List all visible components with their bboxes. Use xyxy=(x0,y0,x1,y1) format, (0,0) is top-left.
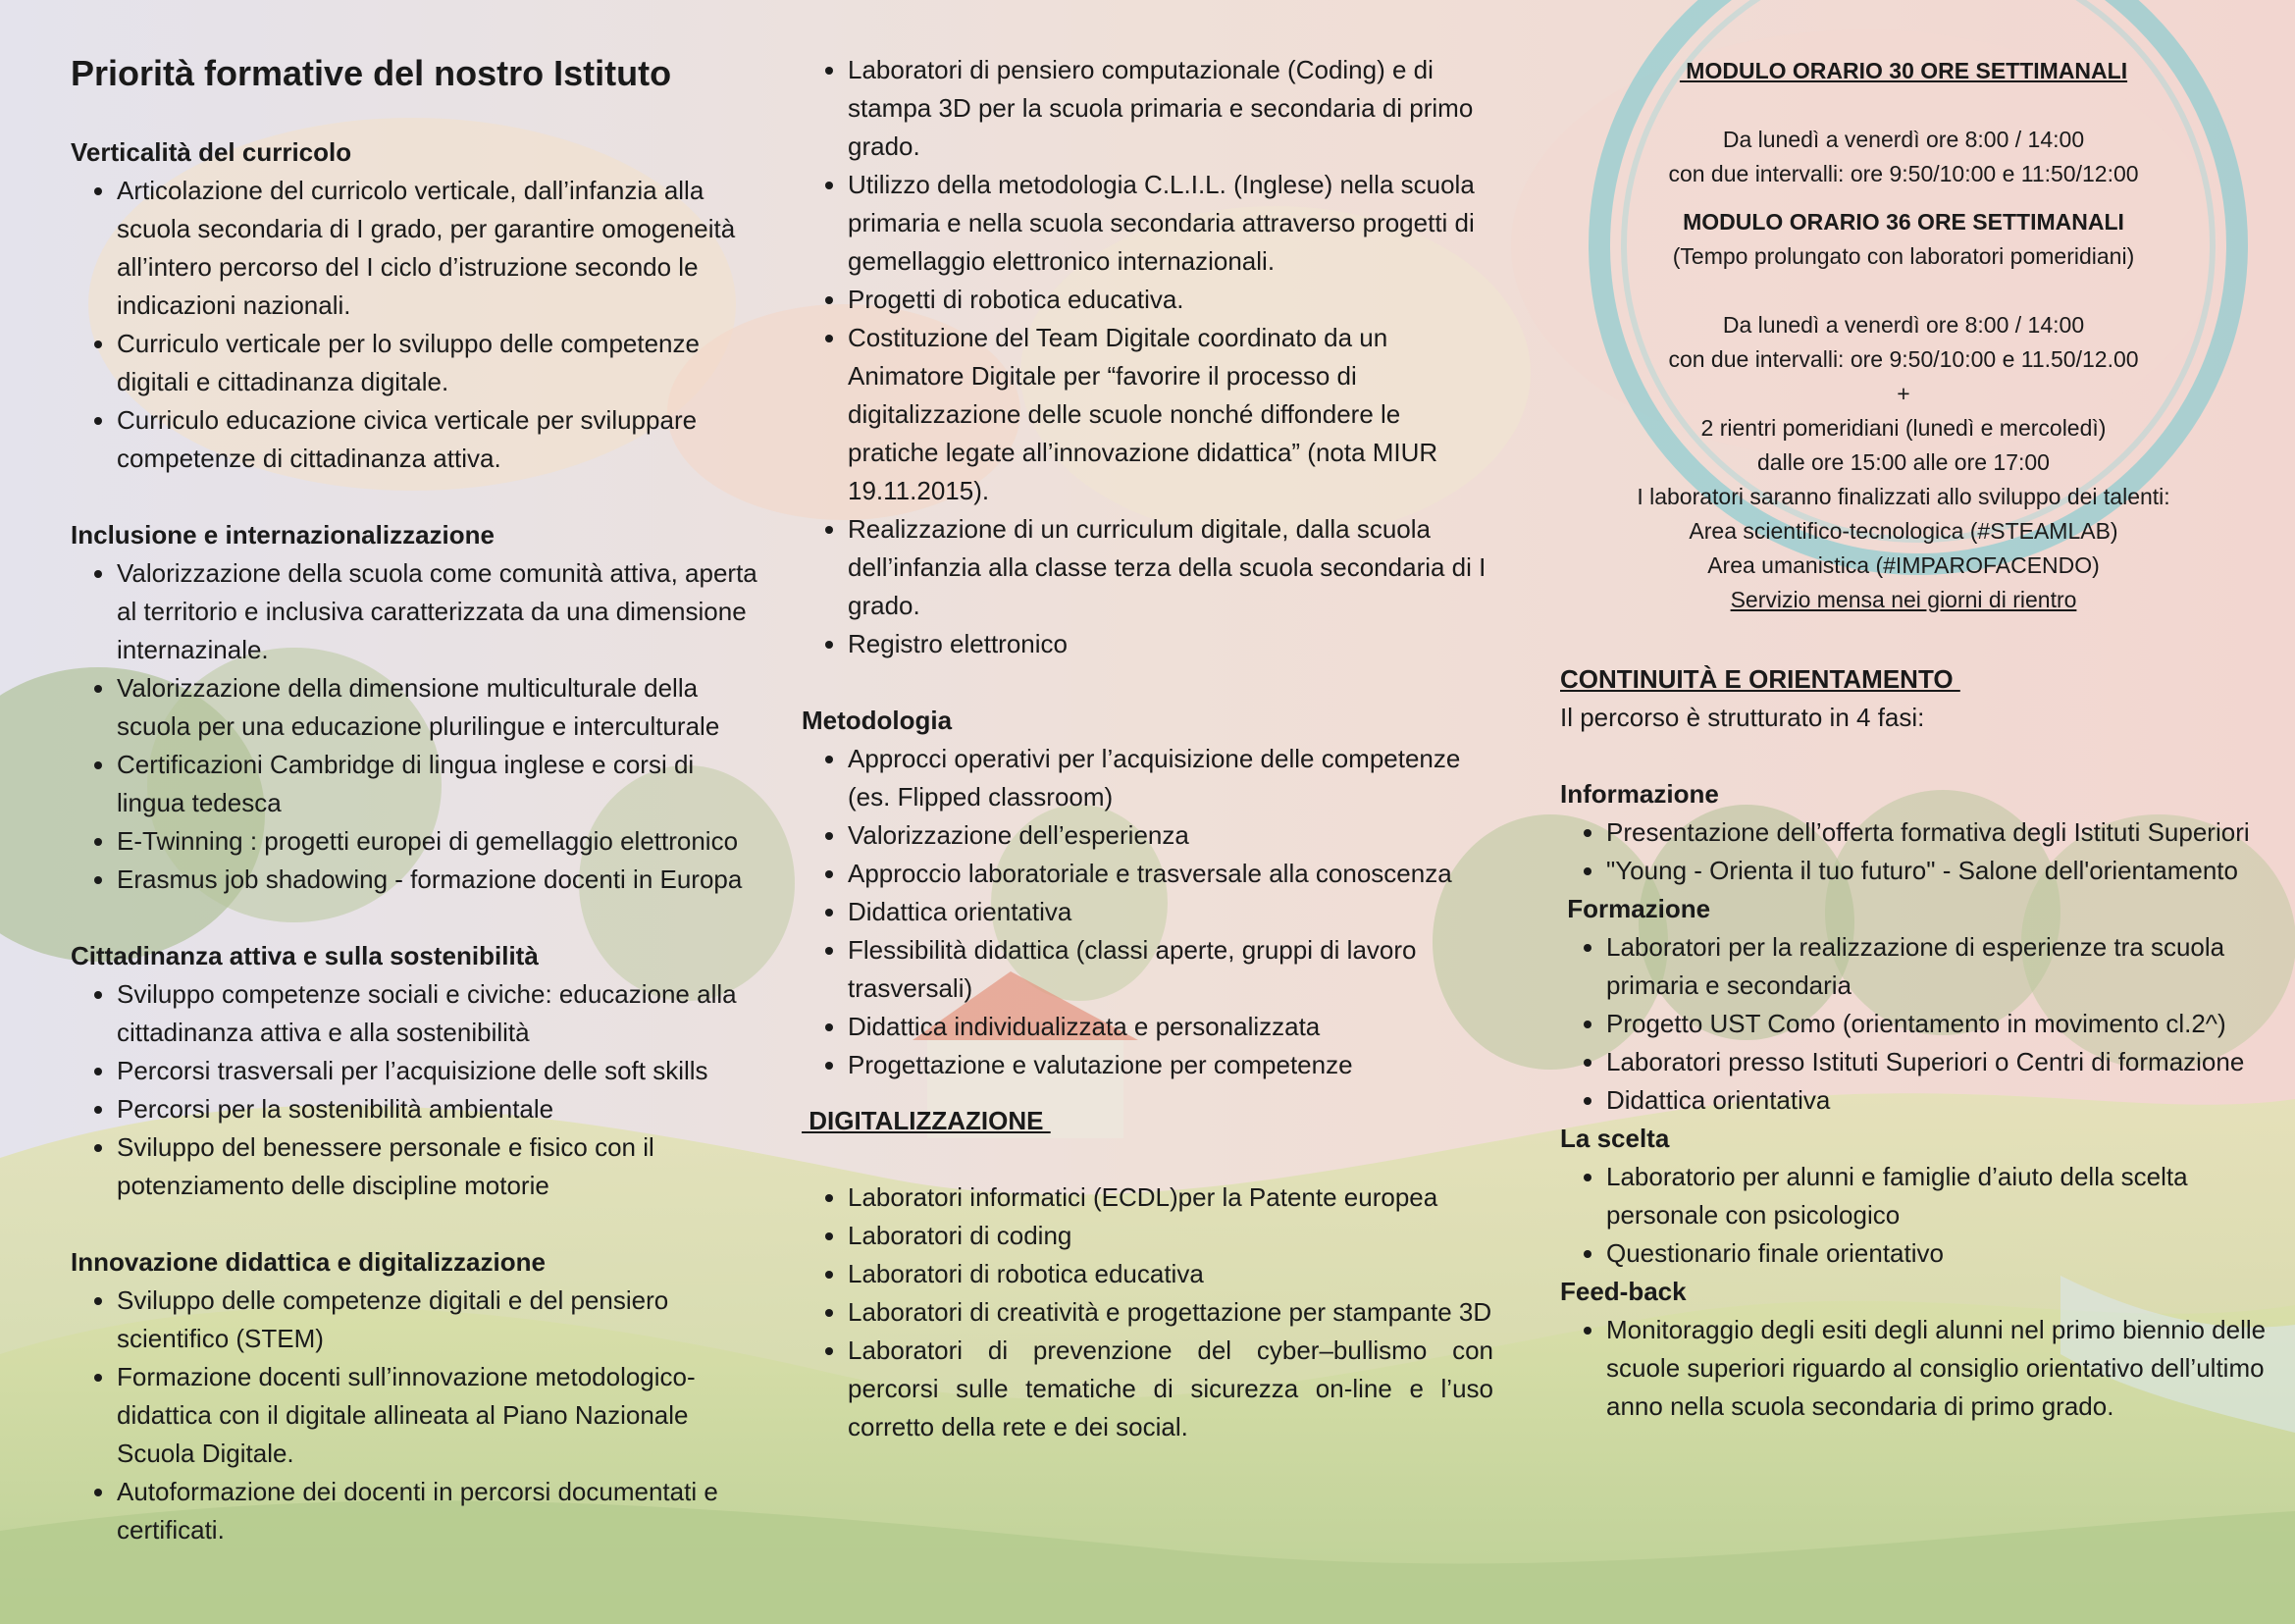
section-heading-inclusione: Inclusione e internazionalizzazione xyxy=(71,520,495,550)
module-36-area-humanities: Area umanistica (#IMPAROFACENDO) xyxy=(1707,552,2100,578)
module-30-title: MODULO ORARIO 30 ORE SETTIMANALI xyxy=(1679,58,2128,83)
section-heading-scelta: La scelta xyxy=(1560,1124,1670,1153)
list-item: • Certificazioni Cambridge di lingua inglese e corsi di lingua tedesca xyxy=(117,746,757,822)
column-priorities xyxy=(71,51,757,1549)
list-item: • Didattica individualizzata e personalizzata xyxy=(848,1008,1493,1046)
list-item: • Curriculo verticale per lo sviluppo delle competenze digitali e cittadinanza digitale. xyxy=(117,325,757,401)
section-heading-metodologia: Metodologia xyxy=(802,706,953,735)
section-heading-formazione: Formazione xyxy=(1560,894,1711,923)
list-item: • Formazione docenti sull’innovazione metodologico-didattica con il digitale allineata al Piano Nazionale Scuola Digitale. xyxy=(117,1358,757,1473)
list-item: • Monitoraggio degli esiti degli alunni nel primo biennio delle scuole superiori riguardo al consiglio orientativo dell’ultimo anno nella scuola secondaria di primo grado. xyxy=(1606,1311,2271,1426)
column-digital xyxy=(802,51,1493,1446)
list-item: • "Young - Orienta il tuo futuro" - Salone dell'orientamento xyxy=(1606,852,2271,890)
list-item: • Questionario finale orientativo xyxy=(1606,1234,2271,1273)
list-item: • Laboratori di creatività e progettazione per stampante 3D xyxy=(848,1293,1493,1332)
list-item: • Autoformazione dei docenti in percorsi documentati e certificati. xyxy=(117,1473,757,1549)
list-cittadinanza xyxy=(71,975,757,1205)
module-36-subtitle: (Tempo prolungato con laboratori pomeridiani) xyxy=(1672,243,2135,269)
list-innovazione xyxy=(71,1282,757,1549)
module-30-hours: Da lunedì a venerdì ore 8:00 / 14:00 xyxy=(1722,127,2085,152)
list-item: • Laboratori di pensiero computazionale (Coding) e di stampa 3D per la scuola primaria e secondaria di primo grado. xyxy=(848,51,1493,166)
list-item: • Laboratori presso Istituti Superiori o Centri di formazione xyxy=(1606,1043,2271,1081)
module-36-afternoon-hours: dalle ore 15:00 alle ore 17:00 xyxy=(1757,449,2050,475)
column-schedule-orientation xyxy=(1560,54,2271,1426)
section-heading-verticalita: Verticalità del curricolo xyxy=(71,137,352,167)
continuita-intro: Il percorso è strutturato in 4 fasi: xyxy=(1560,703,1925,732)
list-item: • Laboratori informatici (ECDL)per la Patente europea xyxy=(848,1179,1493,1217)
list-item: • Registro elettronico xyxy=(848,625,1493,663)
list-item: • Laboratori di prevenzione del cyber–bullismo con percorsi sulle tematiche di sicurezza on-line e l’uso corretto della rete e dei social. xyxy=(848,1332,1493,1446)
list-item: • Laboratori di coding xyxy=(848,1217,1493,1255)
canteen-note: Servizio mensa nei giorni di rientro xyxy=(1730,587,2077,612)
section-heading-informazione: Informazione xyxy=(1560,779,1719,809)
list-digital-top xyxy=(802,51,1493,663)
list-item: • Utilizzo della metodologia C.L.I.L. (Inglese) nella scuola primaria e nella scuola secondaria attraverso progetti di gemellaggio elettronico internazionali. xyxy=(848,166,1493,281)
list-item: • Progettazione e valutazione per competenze xyxy=(848,1046,1493,1084)
list-item: • Approcci operativi per l’acquisizione delle competenze (es. Flipped classroom) xyxy=(848,740,1493,816)
list-item: • Valorizzazione dell’esperienza xyxy=(848,816,1493,855)
list-scelta xyxy=(1560,1158,2271,1273)
list-item: • Articolazione del curricolo verticale, dall’infanzia alla scuola secondaria di I grado, per garantire omogeneità all’intero percorso del I ciclo d’istruzione secondo le indicazioni nazionali. xyxy=(117,172,757,325)
schedule-box xyxy=(1599,54,2208,617)
list-item: • Curriculo educazione civica verticale per sviluppare competenze di cittadinanza attiva. xyxy=(117,401,757,478)
section-heading-innovazione: Innovazione didattica e digitalizzazione xyxy=(71,1247,546,1277)
list-informazione xyxy=(1560,813,2271,890)
list-item: • Costituzione del Team Digitale coordinato da un Animatore Digitale per “favorire il processo di digitalizzazione delle scuole nonché diffondere le pratiche legate all’innovazione didattica” (nota MIUR 19.11.2015). xyxy=(848,319,1493,510)
list-item: • Progetto UST Como (orientamento in movimento cl.2^) xyxy=(1606,1005,2271,1043)
list-item: • Approccio laboratoriale e trasversale alla conoscenza xyxy=(848,855,1493,893)
list-item: • Sviluppo delle competenze digitali e del pensiero scientifico (STEM) xyxy=(117,1282,757,1358)
list-inclusione xyxy=(71,554,757,899)
section-heading-cittadinanza: Cittadinanza attiva e sulla sostenibilità xyxy=(71,941,539,970)
list-metodologia xyxy=(802,740,1493,1084)
list-item: • Laboratori di robotica educativa xyxy=(848,1255,1493,1293)
section-heading-continuita: CONTINUITÀ E ORIENTAMENTO xyxy=(1560,664,1960,694)
list-item: • Sviluppo del benessere personale e fisico con il potenziamento delle discipline motorie xyxy=(117,1128,757,1205)
list-item: • Realizzazione di un curriculum digitale, dalla scuola dell’infanzia alla classe terza della scuola secondaria di I grado. xyxy=(848,510,1493,625)
list-item: • Progetti di robotica educativa. xyxy=(848,281,1493,319)
list-formazione xyxy=(1560,928,2271,1120)
list-digitalizzazione xyxy=(802,1179,1493,1446)
module-36-breaks: con due intervalli: ore 9:50/10:00 e 11.50/12.00 xyxy=(1668,346,2139,372)
list-item: • E-Twinning : progetti europei di gemellaggio elettronico xyxy=(117,822,757,861)
module-30-breaks: con due intervalli: ore 9:50/10:00 e 11:50/12:00 xyxy=(1668,161,2139,186)
list-item: • Laboratori per la realizzazione di esperienze tra scuola primaria e secondaria xyxy=(1606,928,2271,1005)
module-36-afternoons: 2 rientri pomeridiani (lunedì e mercoledì) xyxy=(1700,415,2107,441)
list-item: • Laboratorio per alunni e famiglie d’aiuto della scelta personale con psicologico xyxy=(1606,1158,2271,1234)
page-title: Priorità formative del nostro Istituto xyxy=(71,53,672,93)
list-item: • Flessibilità didattica (classi aperte, gruppi di lavoro trasversali) xyxy=(848,931,1493,1008)
list-item: • Didattica orientativa xyxy=(1606,1081,2271,1120)
list-item: • Percorsi per la sostenibilità ambientale xyxy=(117,1090,757,1128)
list-feedback xyxy=(1560,1311,2271,1426)
module-36-labs: I laboratori saranno finalizzati allo sviluppo dei talenti: xyxy=(1637,484,2170,509)
list-item: • Valorizzazione della scuola come comunità attiva, aperta al territorio e inclusiva caratterizzata da una dimensione internazinale. xyxy=(117,554,757,669)
module-36-title: MODULO ORARIO 36 ORE SETTIMANALI xyxy=(1683,209,2124,235)
list-item: • Valorizzazione della dimensione multiculturale della scuola per una educazione plurilingue e interculturale xyxy=(117,669,757,746)
module-36-area-steam: Area scientifico-tecnologica (#STEAMLAB) xyxy=(1689,518,2118,544)
list-verticalita xyxy=(71,172,757,478)
plus-sign: + xyxy=(1897,381,1910,406)
list-item: • Didattica orientativa xyxy=(848,893,1493,931)
section-heading-digitalizzazione: DIGITALIZZAZIONE xyxy=(802,1106,1051,1135)
section-heading-feedback: Feed-back xyxy=(1560,1277,1687,1306)
list-item: • Sviluppo competenze sociali e civiche: educazione alla cittadinanza attiva e alla sostenibilità xyxy=(117,975,757,1052)
list-item: • Erasmus job shadowing - formazione docenti in Europa xyxy=(117,861,757,899)
list-item: • Presentazione dell’offerta formativa degli Istituti Superiori xyxy=(1606,813,2271,852)
list-item: • Percorsi trasversali per l’acquisizione delle soft skills xyxy=(117,1052,757,1090)
module-36-hours: Da lunedì a venerdì ore 8:00 / 14:00 xyxy=(1722,312,2085,338)
